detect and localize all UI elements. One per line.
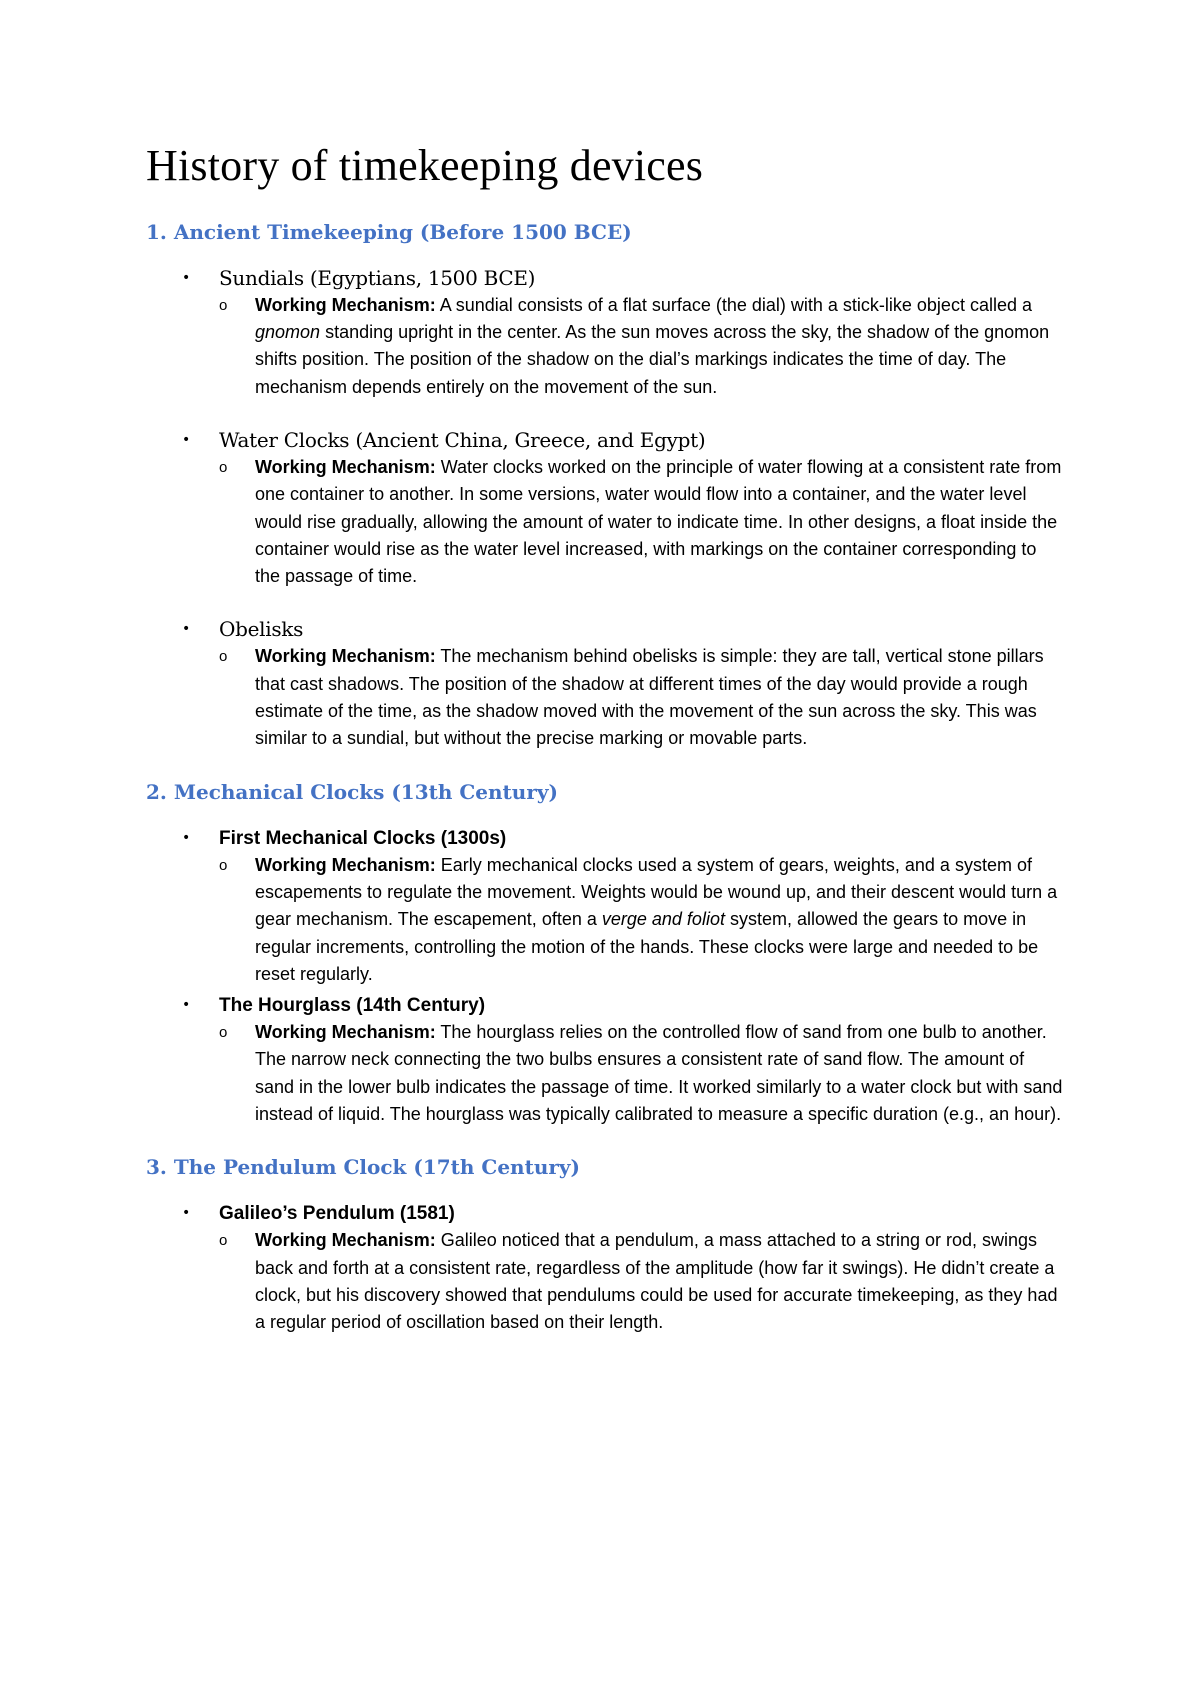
sub-item (219, 1019, 1066, 1128)
sub-bullet-icon: o (219, 458, 228, 476)
sub-bullet-icon: o (219, 856, 228, 874)
description-text: standing upright in the center. As the sun moves across the sky, the shadow of the gnomon shifts position. The position of the shadow on the dial’s markings indicates the time of day. The mechanism depends entirely on the movement of the sun. (255, 322, 1050, 397)
item-list (146, 1200, 1066, 1336)
section-ancient-timekeeping (146, 219, 1066, 753)
item-description (255, 852, 1066, 988)
item-list (146, 265, 1066, 753)
document-title: History of timekeeping devices (146, 141, 704, 190)
item-title: Galileo’s Pendulum (1581) (219, 1203, 455, 1225)
bullet-icon: • (182, 1205, 191, 1222)
description-text: Galileo noticed that a pendulum, a mass attached to a string or rod, swings back and forth at a consistent rate, regardless of the amplitude (how far it swings). He didn’t create a clock, but his discovery showed that pendulums could be used for accurate timekeeping, as they had a regular period of oscillation based on their length. (255, 1230, 1058, 1333)
item-description (255, 643, 1066, 752)
item-title: First Mechanical Clocks (1300s) (219, 827, 507, 849)
sub-item (219, 292, 1066, 401)
item-description (255, 1227, 1066, 1336)
section-heading: 2. Mechanical Clocks (13th Century) (146, 779, 558, 804)
item-list (146, 825, 1066, 1129)
item-title: Water Clocks (Ancient China, Greece, and Egypt) (219, 427, 706, 452)
list-item-water-clocks (146, 427, 1066, 590)
description-text: The hourglass relies on the controlled flow of sand from one bulb to another. The narrow neck connecting the two bulbs ensures a consistent rate of sand flow. The amount of sand in the lower bulb indicates the passage of time. It worked similarly to a water clock but with sand instead of liquid. The hourglass was typically calibrated to measure a specific duration (e.g., an hour). (255, 1022, 1063, 1125)
section-mechanical-clocks (146, 779, 1066, 1129)
item-title: The Hourglass (14th Century) (219, 995, 486, 1017)
mechanism-label: Working Mechanism: (255, 854, 436, 875)
bullet-icon: • (182, 269, 191, 286)
item-description (255, 292, 1066, 401)
bullet-icon: • (182, 829, 191, 846)
list-item-galileos-pendulum (146, 1200, 1066, 1336)
list-item-obelisks (146, 616, 1066, 752)
mechanism-label: Working Mechanism: (255, 646, 436, 667)
mechanism-label: Working Mechanism: (255, 456, 436, 477)
item-description (255, 454, 1066, 590)
mechanism-label: Working Mechanism: (255, 1230, 436, 1251)
item-title: Obelisks (219, 617, 304, 642)
mechanism-label: Working Mechanism: (255, 1022, 436, 1043)
section-pendulum-clock (146, 1154, 1066, 1336)
sub-bullet-icon: o (219, 1024, 228, 1042)
description-text: Early mechanical clocks used a system of gears, weights, and a system of escapements to regulate the movement. Weights would be wound up, and their descent would turn a gear mechanism. The escapement, often a (255, 854, 1058, 930)
list-item-sundials (146, 265, 1066, 401)
section-heading: 1. Ancient Timekeeping (Before 1500 BCE) (146, 219, 632, 244)
sub-bullet-icon: o (219, 1232, 228, 1250)
bullet-icon: • (182, 621, 191, 638)
bullet-icon: • (182, 997, 191, 1014)
sub-item (219, 454, 1066, 590)
sub-item (219, 852, 1066, 988)
sub-bullet-icon: o (219, 648, 228, 666)
list-item-hourglass (146, 992, 1066, 1128)
item-title: Sundials (Egyptians, 1500 BCE) (219, 265, 536, 290)
description-text: The mechanism behind obelisks is simple: they are tall, vertical stone pillars that cast shadows. The position of the shadow at different times of the day would provide a rough estimate of the time, as the shadow moved with the movement of the sun across the sky. This was similar to a sundial, but without the precise marking or movable parts. (255, 646, 1044, 749)
description-text: A sundial consists of a flat surface (the dial) with a stick-like object called a (435, 294, 1032, 315)
sub-item (219, 643, 1066, 752)
emphasis-term: gnomon (255, 322, 321, 343)
sub-bullet-icon: o (219, 296, 228, 314)
section-heading: 3. The Pendulum Clock (17th Century) (146, 1155, 580, 1180)
mechanism-label: Working Mechanism: (255, 294, 436, 315)
emphasis-term: verge and foliot (601, 909, 725, 930)
list-item-first-mechanical-clocks (146, 825, 1066, 988)
item-description (255, 1019, 1066, 1128)
document-content (146, 140, 1066, 1363)
bullet-icon: • (182, 431, 191, 448)
sub-item (219, 1227, 1066, 1336)
description-text: Water clocks worked on the principle of water flowing at a consistent rate from one container to another. In some versions, water would flow into a container, and the water level would rise gradually, allowing the amount of water to indicate time. In other designs, a float inside the container would rise as the water level increased, with markings on the container corresponding to the passage of time. (255, 456, 1062, 587)
description-text: system, allowed the gears to move in regular increments, controlling the motion of the hands. These clocks were large and needed to be reset regularly. (255, 909, 1039, 984)
